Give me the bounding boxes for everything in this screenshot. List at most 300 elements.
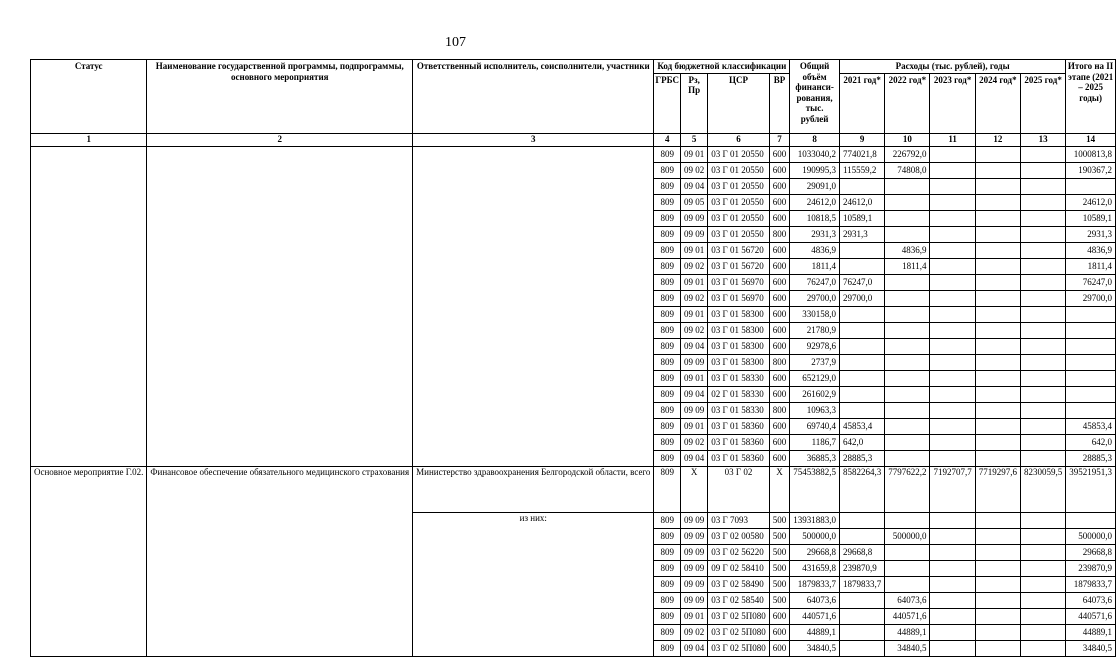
cell-csr: 03 Г 01 20550 xyxy=(708,178,769,194)
cell-stage-total: 10589,1 xyxy=(1066,210,1116,226)
cell-rz-pr: 09 02 xyxy=(681,624,708,640)
cell-vr: 600 xyxy=(769,450,790,466)
cell-y2021 xyxy=(839,242,884,258)
column-number: 11 xyxy=(930,133,975,146)
cell-stage-total: 29668,8 xyxy=(1066,544,1116,560)
cell-vr: 600 xyxy=(769,338,790,354)
cell-stage-total: 1879833,7 xyxy=(1066,576,1116,592)
cell-grbs: 809 xyxy=(654,450,681,466)
cell-y2024 xyxy=(975,592,1020,608)
cell-y2021 xyxy=(839,354,884,370)
cell-y2024 xyxy=(975,608,1020,624)
cell-grbs: 809 xyxy=(654,576,681,592)
cell-y2023 xyxy=(930,306,975,322)
cell-rz-pr: 09 09 xyxy=(681,210,708,226)
cell-y2022 xyxy=(885,512,930,528)
cell-grbs: 809 xyxy=(654,418,681,434)
cell-y2025 xyxy=(1020,576,1065,592)
cell-rz-pr: 09 02 xyxy=(681,258,708,274)
cell-rz-pr: 09 09 xyxy=(681,226,708,242)
cell-y2021 xyxy=(839,258,884,274)
cell-vr: 500 xyxy=(769,528,790,544)
cell-total: 29700,0 xyxy=(790,290,840,306)
cell-vr: 600 xyxy=(769,418,790,434)
cell-stage-total: 2931,3 xyxy=(1066,226,1116,242)
cell-csr: 03 Г 01 58330 xyxy=(708,370,769,386)
cell-vr: 800 xyxy=(769,354,790,370)
cell-stage-total: 190367,2 xyxy=(1066,162,1116,178)
cell-rz-pr: 09 02 xyxy=(681,162,708,178)
cell-total: 440571,6 xyxy=(790,608,840,624)
cell-y2025 xyxy=(1020,450,1065,466)
cell-y2024 xyxy=(975,306,1020,322)
cell-grbs: 809 xyxy=(654,338,681,354)
cell-y2021 xyxy=(839,338,884,354)
cell-stage-total: 642,0 xyxy=(1066,434,1116,450)
cell-grbs: 809 xyxy=(654,402,681,418)
cell-y2025 xyxy=(1020,306,1065,322)
cell-total: 29091,0 xyxy=(790,178,840,194)
cell-y2022 xyxy=(885,370,930,386)
cell-y2023 xyxy=(930,402,975,418)
cell-stage-total: 500000,0 xyxy=(1066,528,1116,544)
cell-grbs: 809 xyxy=(654,322,681,338)
cell-y2021 xyxy=(839,592,884,608)
cell-y2024 xyxy=(975,576,1020,592)
summary-y2021: 8582264,3 xyxy=(839,466,884,512)
cell-vr: 600 xyxy=(769,194,790,210)
cell-y2024 xyxy=(975,178,1020,194)
cell-stage-total xyxy=(1066,322,1116,338)
cell-total: 4836,9 xyxy=(790,242,840,258)
cell-y2022: 4836,9 xyxy=(885,242,930,258)
cell-y2024 xyxy=(975,258,1020,274)
cell-y2024 xyxy=(975,354,1020,370)
cell-stage-total: 24612,0 xyxy=(1066,194,1116,210)
cell-stage-total xyxy=(1066,512,1116,528)
cell-csr: 03 Г 7093 xyxy=(708,512,769,528)
cell-vr: 600 xyxy=(769,386,790,402)
cell-csr: 03 Г 01 56720 xyxy=(708,242,769,258)
cell-y2021 xyxy=(839,322,884,338)
header-2024: 2024 год* xyxy=(975,73,1020,133)
cell-total: 261602,9 xyxy=(790,386,840,402)
cell-vr: 800 xyxy=(769,402,790,418)
cell-y2025 xyxy=(1020,608,1065,624)
cell-y2025 xyxy=(1020,528,1065,544)
cell-csr: 03 Г 01 58360 xyxy=(708,434,769,450)
cell-y2024 xyxy=(975,434,1020,450)
cell-csr: 03 Г 01 56970 xyxy=(708,290,769,306)
cell-y2023 xyxy=(930,592,975,608)
cell-y2023 xyxy=(930,544,975,560)
budget-table xyxy=(30,59,1116,657)
cell-y2023 xyxy=(930,386,975,402)
cell-y2024 xyxy=(975,560,1020,576)
cell-y2021: 642,0 xyxy=(839,434,884,450)
cell-csr: 03 Г 01 58330 xyxy=(708,402,769,418)
cell-grbs: 809 xyxy=(654,226,681,242)
cell-y2024 xyxy=(975,242,1020,258)
cell-csr: 03 Г 01 20550 xyxy=(708,146,769,162)
cell-y2024 xyxy=(975,146,1020,162)
cell-y2022 xyxy=(885,560,930,576)
header-2022: 2022 год* xyxy=(885,73,930,133)
cell-rz-pr: 09 05 xyxy=(681,194,708,210)
cell-grbs: 809 xyxy=(654,162,681,178)
summary-y2025: 8230059,5 xyxy=(1020,466,1065,512)
cell-csr: 03 Г 01 58300 xyxy=(708,338,769,354)
cell-total: 652129,0 xyxy=(790,370,840,386)
cell-y2023 xyxy=(930,242,975,258)
cell-y2024 xyxy=(975,418,1020,434)
cell-y2024 xyxy=(975,386,1020,402)
cell-total: 24612,0 xyxy=(790,194,840,210)
column-number: 12 xyxy=(975,133,1020,146)
cell-y2024 xyxy=(975,338,1020,354)
cell-rz-pr: 09 01 xyxy=(681,274,708,290)
cell-total: 1186,7 xyxy=(790,434,840,450)
cell-y2023 xyxy=(930,146,975,162)
cell-rz-pr: 09 01 xyxy=(681,370,708,386)
cell-rz-pr: 09 01 xyxy=(681,306,708,322)
cell-rz-pr: 09 04 xyxy=(681,640,708,656)
header-2021: 2021 год* xyxy=(839,73,884,133)
cell-y2021 xyxy=(839,370,884,386)
cell-total: 10963,3 xyxy=(790,402,840,418)
summary-y2023: 7192707,7 xyxy=(930,466,975,512)
summary-grbs: 809 xyxy=(654,466,681,512)
cell-y2024 xyxy=(975,162,1020,178)
cell-rz-pr: 09 09 xyxy=(681,560,708,576)
cell-y2021: 10589,1 xyxy=(839,210,884,226)
cell-rz-pr: 09 02 xyxy=(681,322,708,338)
cell-stage-total: 1000813,8 xyxy=(1066,146,1116,162)
column-number: 1 xyxy=(31,133,147,146)
cell-total: 76247,0 xyxy=(790,274,840,290)
cell-y2021: 774021,8 xyxy=(839,146,884,162)
cell-y2022 xyxy=(885,194,930,210)
cell-y2025 xyxy=(1020,624,1065,640)
cell-total: 29668,8 xyxy=(790,544,840,560)
column-number: 5 xyxy=(681,133,708,146)
header-expenses: Расходы (тыс. рублей), годы xyxy=(839,60,1065,74)
cell-y2022 xyxy=(885,306,930,322)
cell-total: 34840,5 xyxy=(790,640,840,656)
cell-y2025 xyxy=(1020,274,1065,290)
cell-csr: 03 Г 01 58360 xyxy=(708,450,769,466)
cell-y2022 xyxy=(885,544,930,560)
cell-csr: 03 Г 01 58300 xyxy=(708,354,769,370)
cell-grbs: 809 xyxy=(654,386,681,402)
cell-y2021: 29668,8 xyxy=(839,544,884,560)
cell-grbs: 809 xyxy=(654,370,681,386)
cell-vr: 500 xyxy=(769,592,790,608)
cell-y2023 xyxy=(930,178,975,194)
blank-status xyxy=(31,146,147,466)
column-number: 2 xyxy=(147,133,413,146)
cell-grbs: 809 xyxy=(654,354,681,370)
cell-y2025 xyxy=(1020,402,1065,418)
cell-y2023 xyxy=(930,226,975,242)
cell-csr: 03 Г 01 20550 xyxy=(708,226,769,242)
column-number: 9 xyxy=(839,133,884,146)
header-rz-pr: Рз, Пр xyxy=(681,73,708,133)
header-stage-total: Итого на II этапе (2021 – 2025 годы) xyxy=(1066,60,1116,134)
of-which-label: из них: xyxy=(413,512,654,656)
cell-y2022: 64073,6 xyxy=(885,592,930,608)
cell-total: 1811,4 xyxy=(790,258,840,274)
blank-name xyxy=(147,146,413,466)
cell-grbs: 809 xyxy=(654,608,681,624)
main-event-name: Финансовое обеспечение обязательного медицинского страхования xyxy=(147,466,413,656)
cell-y2022: 34840,5 xyxy=(885,640,930,656)
cell-grbs: 809 xyxy=(654,560,681,576)
cell-rz-pr: 09 02 xyxy=(681,290,708,306)
cell-y2022 xyxy=(885,274,930,290)
cell-y2022 xyxy=(885,322,930,338)
cell-y2021: 24612,0 xyxy=(839,194,884,210)
cell-rz-pr: 09 04 xyxy=(681,178,708,194)
cell-grbs: 809 xyxy=(654,242,681,258)
cell-y2021 xyxy=(839,402,884,418)
cell-csr: 03 Г 01 58360 xyxy=(708,418,769,434)
cell-y2023 xyxy=(930,608,975,624)
cell-rz-pr: 09 09 xyxy=(681,592,708,608)
cell-csr: 03 Г 02 58490 xyxy=(708,576,769,592)
cell-total: 92978,6 xyxy=(790,338,840,354)
cell-stage-total xyxy=(1066,354,1116,370)
cell-y2025 xyxy=(1020,322,1065,338)
cell-y2025 xyxy=(1020,258,1065,274)
cell-vr: 600 xyxy=(769,434,790,450)
cell-stage-total: 45853,4 xyxy=(1066,418,1116,434)
main-event-row xyxy=(31,466,1116,512)
cell-vr: 600 xyxy=(769,258,790,274)
cell-y2022: 440571,6 xyxy=(885,608,930,624)
cell-y2021 xyxy=(839,640,884,656)
cell-rz-pr: 09 01 xyxy=(681,418,708,434)
cell-y2025 xyxy=(1020,226,1065,242)
cell-stage-total: 440571,6 xyxy=(1066,608,1116,624)
cell-y2023 xyxy=(930,450,975,466)
cell-y2022: 44889,1 xyxy=(885,624,930,640)
cell-y2023 xyxy=(930,512,975,528)
cell-y2024 xyxy=(975,640,1020,656)
cell-rz-pr: 09 04 xyxy=(681,450,708,466)
summary-y2024: 7719297,6 xyxy=(975,466,1020,512)
cell-csr: 03 Г 02 00580 xyxy=(708,528,769,544)
cell-y2023 xyxy=(930,258,975,274)
column-number-row xyxy=(31,133,1116,146)
cell-grbs: 809 xyxy=(654,274,681,290)
cell-y2022 xyxy=(885,226,930,242)
header-2025: 2025 год* xyxy=(1020,73,1065,133)
header-name: Наименование государственной программы, подпрограммы, основного мероприятия xyxy=(147,60,413,134)
cell-csr: 03 Г 01 56970 xyxy=(708,274,769,290)
cell-y2023 xyxy=(930,528,975,544)
cell-rz-pr: 09 01 xyxy=(681,608,708,624)
cell-csr: 03 Г 02 56220 xyxy=(708,544,769,560)
cell-total: 44889,1 xyxy=(790,624,840,640)
cell-y2022: 1811,4 xyxy=(885,258,930,274)
cell-y2024 xyxy=(975,370,1020,386)
cell-y2023 xyxy=(930,210,975,226)
cell-y2023 xyxy=(930,560,975,576)
cell-stage-total: 29700,0 xyxy=(1066,290,1116,306)
cell-y2025 xyxy=(1020,370,1065,386)
cell-rz-pr: 09 04 xyxy=(681,338,708,354)
cell-y2023 xyxy=(930,354,975,370)
cell-vr: 600 xyxy=(769,370,790,386)
cell-csr: 03 Г 02 5П080 xyxy=(708,640,769,656)
cell-csr: 03 Г 02 5П080 xyxy=(708,624,769,640)
main-event-responsible: Министерство здравоохранения Белгородской области, всего xyxy=(413,466,654,512)
cell-y2022 xyxy=(885,450,930,466)
cell-y2021 xyxy=(839,624,884,640)
cell-y2022 xyxy=(885,576,930,592)
cell-stage-total xyxy=(1066,338,1116,354)
cell-y2025 xyxy=(1020,544,1065,560)
cell-y2023 xyxy=(930,624,975,640)
cell-stage-total: 76247,0 xyxy=(1066,274,1116,290)
header-2023: 2023 год* xyxy=(930,73,975,133)
cell-y2024 xyxy=(975,512,1020,528)
cell-stage-total xyxy=(1066,402,1116,418)
cell-y2022 xyxy=(885,354,930,370)
cell-y2025 xyxy=(1020,242,1065,258)
cell-y2023 xyxy=(930,322,975,338)
cell-csr: 03 Г 02 5П080 xyxy=(708,608,769,624)
page-number: 107 xyxy=(445,35,466,50)
cell-y2021: 28885,3 xyxy=(839,450,884,466)
cell-stage-total: 239870,9 xyxy=(1066,560,1116,576)
cell-y2021: 45853,4 xyxy=(839,418,884,434)
cell-y2021 xyxy=(839,608,884,624)
cell-grbs: 809 xyxy=(654,194,681,210)
cell-total: 2931,3 xyxy=(790,226,840,242)
cell-y2025 xyxy=(1020,434,1065,450)
cell-stage-total xyxy=(1066,178,1116,194)
cell-y2024 xyxy=(975,290,1020,306)
cell-y2021: 29700,0 xyxy=(839,290,884,306)
cell-y2021: 1879833,7 xyxy=(839,576,884,592)
cell-csr: 02 Г 01 58330 xyxy=(708,386,769,402)
cell-rz-pr: 09 09 xyxy=(681,544,708,560)
cell-y2024 xyxy=(975,274,1020,290)
cell-y2024 xyxy=(975,624,1020,640)
cell-vr: 600 xyxy=(769,624,790,640)
cell-y2024 xyxy=(975,402,1020,418)
cell-y2025 xyxy=(1020,210,1065,226)
cell-y2025 xyxy=(1020,592,1065,608)
cell-y2025 xyxy=(1020,512,1065,528)
cell-y2023 xyxy=(930,162,975,178)
cell-y2021: 76247,0 xyxy=(839,274,884,290)
cell-vr: 600 xyxy=(769,306,790,322)
cell-y2024 xyxy=(975,210,1020,226)
cell-vr: 600 xyxy=(769,274,790,290)
cell-y2023 xyxy=(930,418,975,434)
header-vr: ВР xyxy=(769,73,790,133)
cell-vr: 600 xyxy=(769,210,790,226)
cell-csr: 03 Г 01 20550 xyxy=(708,210,769,226)
cell-y2023 xyxy=(930,640,975,656)
header-total: Общий объём финанси-рования, тыс. рублей xyxy=(790,60,840,134)
column-number: 10 xyxy=(885,133,930,146)
cell-stage-total xyxy=(1066,370,1116,386)
header-grbs: ГРБС xyxy=(654,73,681,133)
cell-csr: 03 Г 01 20550 xyxy=(708,162,769,178)
cell-y2023 xyxy=(930,194,975,210)
cell-total: 13931883,0 xyxy=(790,512,840,528)
cell-y2024 xyxy=(975,544,1020,560)
cell-y2025 xyxy=(1020,146,1065,162)
column-number: 7 xyxy=(769,133,790,146)
cell-y2022: 226792,0 xyxy=(885,146,930,162)
cell-y2021: 2931,3 xyxy=(839,226,884,242)
cell-rz-pr: 09 09 xyxy=(681,402,708,418)
cell-total: 431659,8 xyxy=(790,560,840,576)
cell-y2024 xyxy=(975,528,1020,544)
summary-total: 75453882,5 xyxy=(790,466,840,512)
cell-vr: 600 xyxy=(769,178,790,194)
column-number: 14 xyxy=(1066,133,1116,146)
column-number: 4 xyxy=(654,133,681,146)
cell-y2024 xyxy=(975,322,1020,338)
cell-grbs: 809 xyxy=(654,624,681,640)
column-number: 8 xyxy=(790,133,840,146)
cell-stage-total: 4836,9 xyxy=(1066,242,1116,258)
cell-y2025 xyxy=(1020,640,1065,656)
cell-total: 36885,3 xyxy=(790,450,840,466)
main-event-status: Основное мероприятие Г.02. xyxy=(31,466,147,656)
cell-csr: 09 Г 02 58410 xyxy=(708,560,769,576)
cell-total: 1879833,7 xyxy=(790,576,840,592)
cell-y2025 xyxy=(1020,386,1065,402)
column-number: 3 xyxy=(413,133,654,146)
cell-y2025 xyxy=(1020,354,1065,370)
cell-stage-total xyxy=(1066,386,1116,402)
column-number: 13 xyxy=(1020,133,1065,146)
cell-y2023 xyxy=(930,370,975,386)
cell-y2022 xyxy=(885,178,930,194)
cell-y2023 xyxy=(930,434,975,450)
cell-total: 21780,9 xyxy=(790,322,840,338)
cell-grbs: 809 xyxy=(654,290,681,306)
cell-csr: 03 Г 01 58300 xyxy=(708,306,769,322)
cell-vr: 600 xyxy=(769,640,790,656)
cell-vr: 500 xyxy=(769,512,790,528)
cell-grbs: 809 xyxy=(654,258,681,274)
cell-y2022: 74808,0 xyxy=(885,162,930,178)
cell-total: 69740,4 xyxy=(790,418,840,434)
cell-grbs: 809 xyxy=(654,512,681,528)
cell-y2025 xyxy=(1020,162,1065,178)
header-csr: ЦСР xyxy=(708,73,769,133)
cell-vr: 500 xyxy=(769,544,790,560)
cell-csr: 03 Г 01 56720 xyxy=(708,258,769,274)
cell-grbs: 809 xyxy=(654,592,681,608)
cell-y2025 xyxy=(1020,178,1065,194)
cell-y2025 xyxy=(1020,290,1065,306)
cell-total: 1033040,2 xyxy=(790,146,840,162)
cell-y2021: 115559,2 xyxy=(839,162,884,178)
cell-y2022 xyxy=(885,386,930,402)
cell-total: 190995,3 xyxy=(790,162,840,178)
cell-grbs: 809 xyxy=(654,306,681,322)
cell-rz-pr: 09 01 xyxy=(681,146,708,162)
